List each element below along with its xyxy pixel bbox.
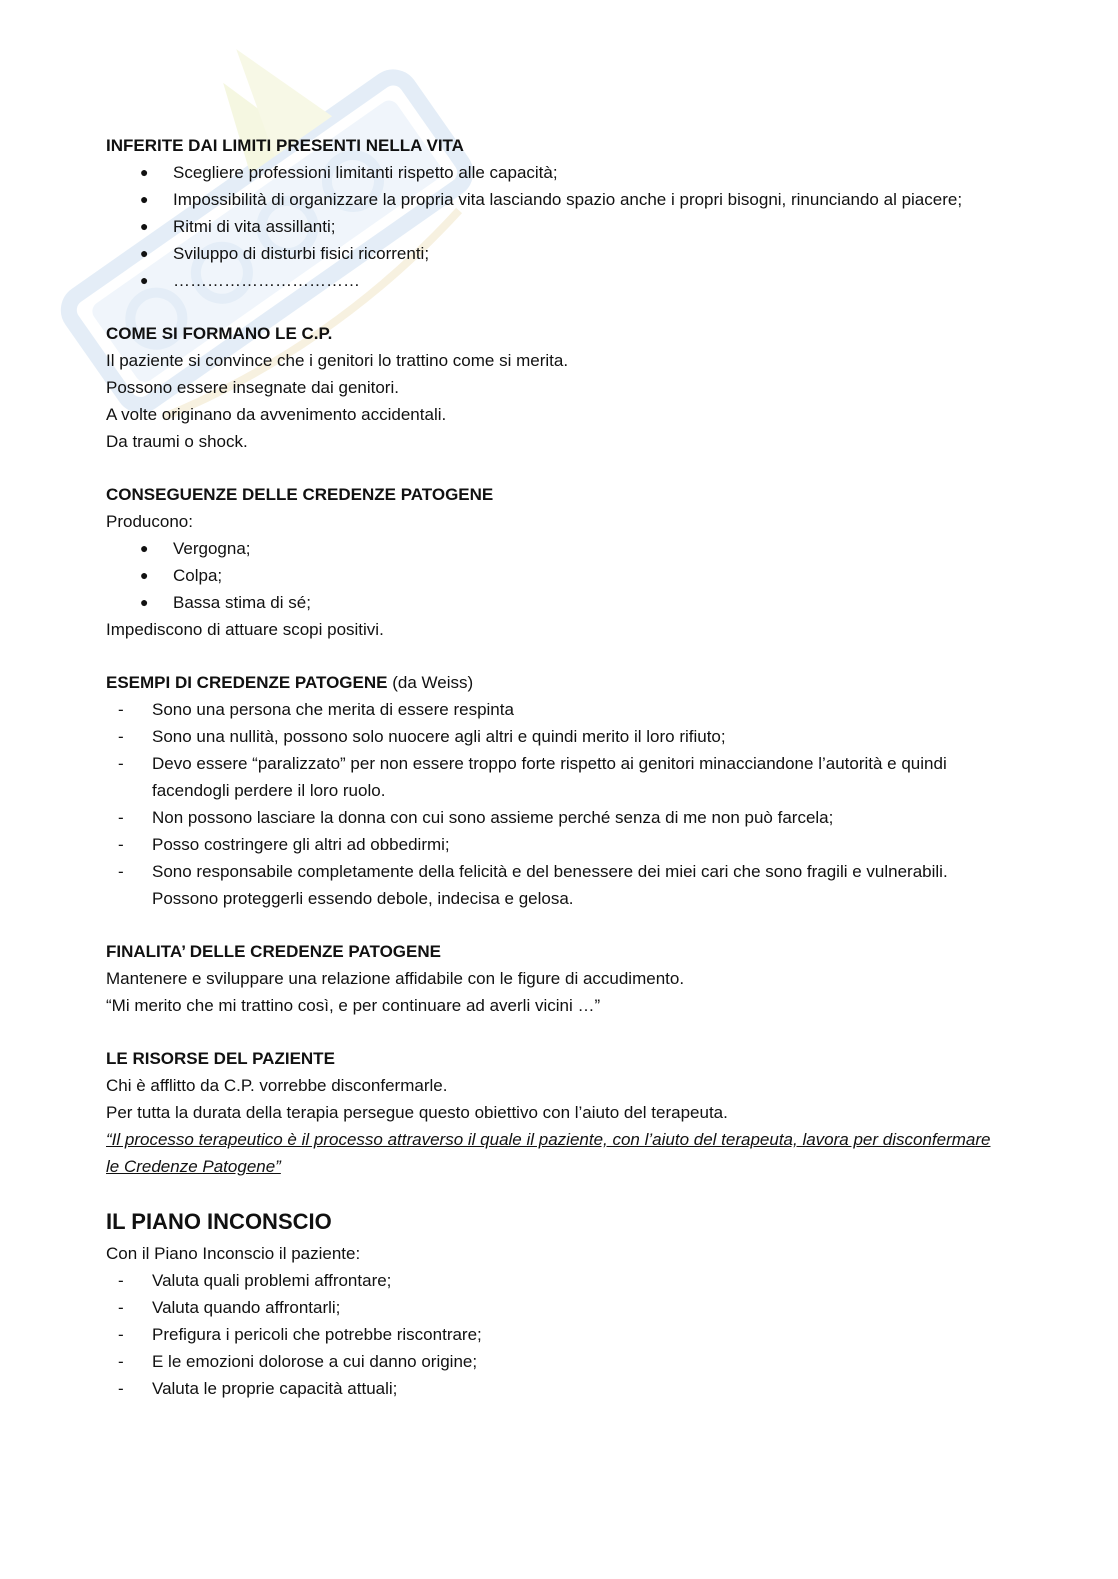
list-item: ● Bassa stima di sé; — [106, 589, 1006, 616]
section-heading: CONSEGUENZE DELLE CREDENZE PATOGENE — [106, 485, 494, 504]
list-item: - Valuta quali problemi affrontare; — [106, 1267, 1006, 1294]
bullet-icon: ● — [140, 191, 149, 207]
paragraph-line: Possono essere insegnate dai genitori. — [106, 378, 399, 397]
section-heading: INFERITE DAI LIMITI PRESENTI NELLA VITA — [106, 136, 464, 155]
dash-icon: - — [118, 862, 124, 881]
dash-list — [106, 1267, 1006, 1402]
dash-icon: - — [118, 1325, 124, 1344]
list-item: ● …………………………… — [106, 267, 1006, 294]
list-item: - Valuta le proprie capacità attuali; — [106, 1375, 1006, 1402]
paragraph-line: Per tutta la durata della terapia persegue questo obiettivo con l’aiuto del terapeuta. — [106, 1103, 728, 1122]
section-piano-inconscio — [106, 1206, 1006, 1402]
dash-icon: - — [118, 1271, 124, 1290]
section-risorse — [106, 1045, 1006, 1180]
bullet-list — [106, 159, 1006, 294]
list-item: ● Impossibilità di organizzare la propria vita lasciando spazio anche i propri bisogni, rinunciando al piacere; — [106, 186, 1006, 213]
paragraph-line: “Mi merito che mi trattino così, e per continuare ad averli vicini …” — [106, 996, 601, 1015]
dash-icon: - — [118, 808, 124, 827]
section-heading: IL PIANO INCONSCIO — [106, 1209, 332, 1234]
list-item: ● Colpa; — [106, 562, 1006, 589]
dash-icon: - — [118, 1352, 124, 1371]
paragraph-line: Mantenere e sviluppare una relazione affidabile con le figure di accudimento. — [106, 969, 685, 988]
quote-text: “Il processo terapeutico è il processo attraverso il quale il paziente, con l’aiuto del terapeuta, lavora per disconfermare le Credenze Patogene” — [106, 1130, 991, 1176]
paragraph-line: A volte originano da avvenimento accidentali. — [106, 405, 447, 424]
section-limiti — [106, 132, 1006, 294]
bullet-icon: ● — [140, 245, 149, 261]
dash-icon: - — [118, 700, 124, 719]
document-page — [106, 132, 1006, 1428]
list-item: - Non possono lasciare la donna con cui sono assieme perché senza di me non può farcela; — [106, 804, 1006, 831]
bullet-list — [106, 535, 1006, 616]
dash-list — [106, 696, 1006, 912]
paragraph-line: Il paziente si convince che i genitori lo trattino come si merita. — [106, 351, 569, 370]
list-item: - Sono una nullità, possono solo nuocere agli altri e quindi merito il loro rifiuto; — [106, 723, 1006, 750]
section-conseguenze — [106, 481, 1006, 643]
list-item: - E le emozioni dolorose a cui danno origine; — [106, 1348, 1006, 1375]
bullet-icon: ● — [140, 164, 149, 180]
list-item: - Valuta quando affrontarli; — [106, 1294, 1006, 1321]
section-heading: LE RISORSE DEL PAZIENTE — [106, 1049, 335, 1068]
bullet-icon: ● — [140, 540, 149, 556]
heading-source: (da Weiss) — [387, 673, 474, 692]
bullet-icon: ● — [140, 567, 149, 583]
bullet-icon: ● — [140, 218, 149, 234]
list-item: - Sono responsabile completamente della felicità e del benessere dei miei cari che sono fragili e vulnerabili. Possono proteggerli essendo debole, indecisa e gelosa. — [106, 858, 1006, 912]
dash-icon: - — [118, 1298, 124, 1317]
list-item: - Sono una persona che merita di essere respinta — [106, 696, 1006, 723]
list-item: ● Vergogna; — [106, 535, 1006, 562]
list-item: - Posso costringere gli altri ad obbedirmi; — [106, 831, 1006, 858]
section-finalita — [106, 938, 1006, 1019]
list-item: ● Sviluppo di disturbi fisici ricorrenti; — [106, 240, 1006, 267]
section-heading: COME SI FORMANO LE C.P. — [106, 324, 333, 343]
section-heading: ESEMPI DI CREDENZE PATOGENE (da Weiss) — [106, 673, 474, 692]
paragraph-line: Da traumi o shock. — [106, 432, 248, 451]
paragraph-line: Con il Piano Inconscio il paziente: — [106, 1244, 361, 1263]
paragraph-line: Producono: — [106, 512, 193, 531]
paragraph-line: Chi è afflitto da C.P. vorrebbe disconfermarle. — [106, 1076, 448, 1095]
dash-icon: - — [118, 835, 124, 854]
list-item: ● Ritmi di vita assillanti; — [106, 213, 1006, 240]
section-come-si-formano — [106, 320, 1006, 455]
section-heading: FINALITA’ DELLE CREDENZE PATOGENE — [106, 942, 441, 961]
list-item: ● Scegliere professioni limitanti rispetto alle capacità; — [106, 159, 1006, 186]
list-item: - Prefigura i pericoli che potrebbe riscontrare; — [106, 1321, 1006, 1348]
dash-icon: - — [118, 727, 124, 746]
list-item: - Devo essere “paralizzato” per non essere troppo forte rispetto ai genitori minacciandone l’autorità e quindi facendogli perdere il loro ruolo. — [106, 750, 1006, 804]
dash-icon: - — [118, 1379, 124, 1398]
section-esempi — [106, 669, 1006, 912]
paragraph-line: Impediscono di attuare scopi positivi. — [106, 620, 384, 639]
bullet-icon: ● — [140, 272, 149, 288]
bullet-icon: ● — [140, 594, 149, 610]
dash-icon: - — [118, 754, 124, 773]
